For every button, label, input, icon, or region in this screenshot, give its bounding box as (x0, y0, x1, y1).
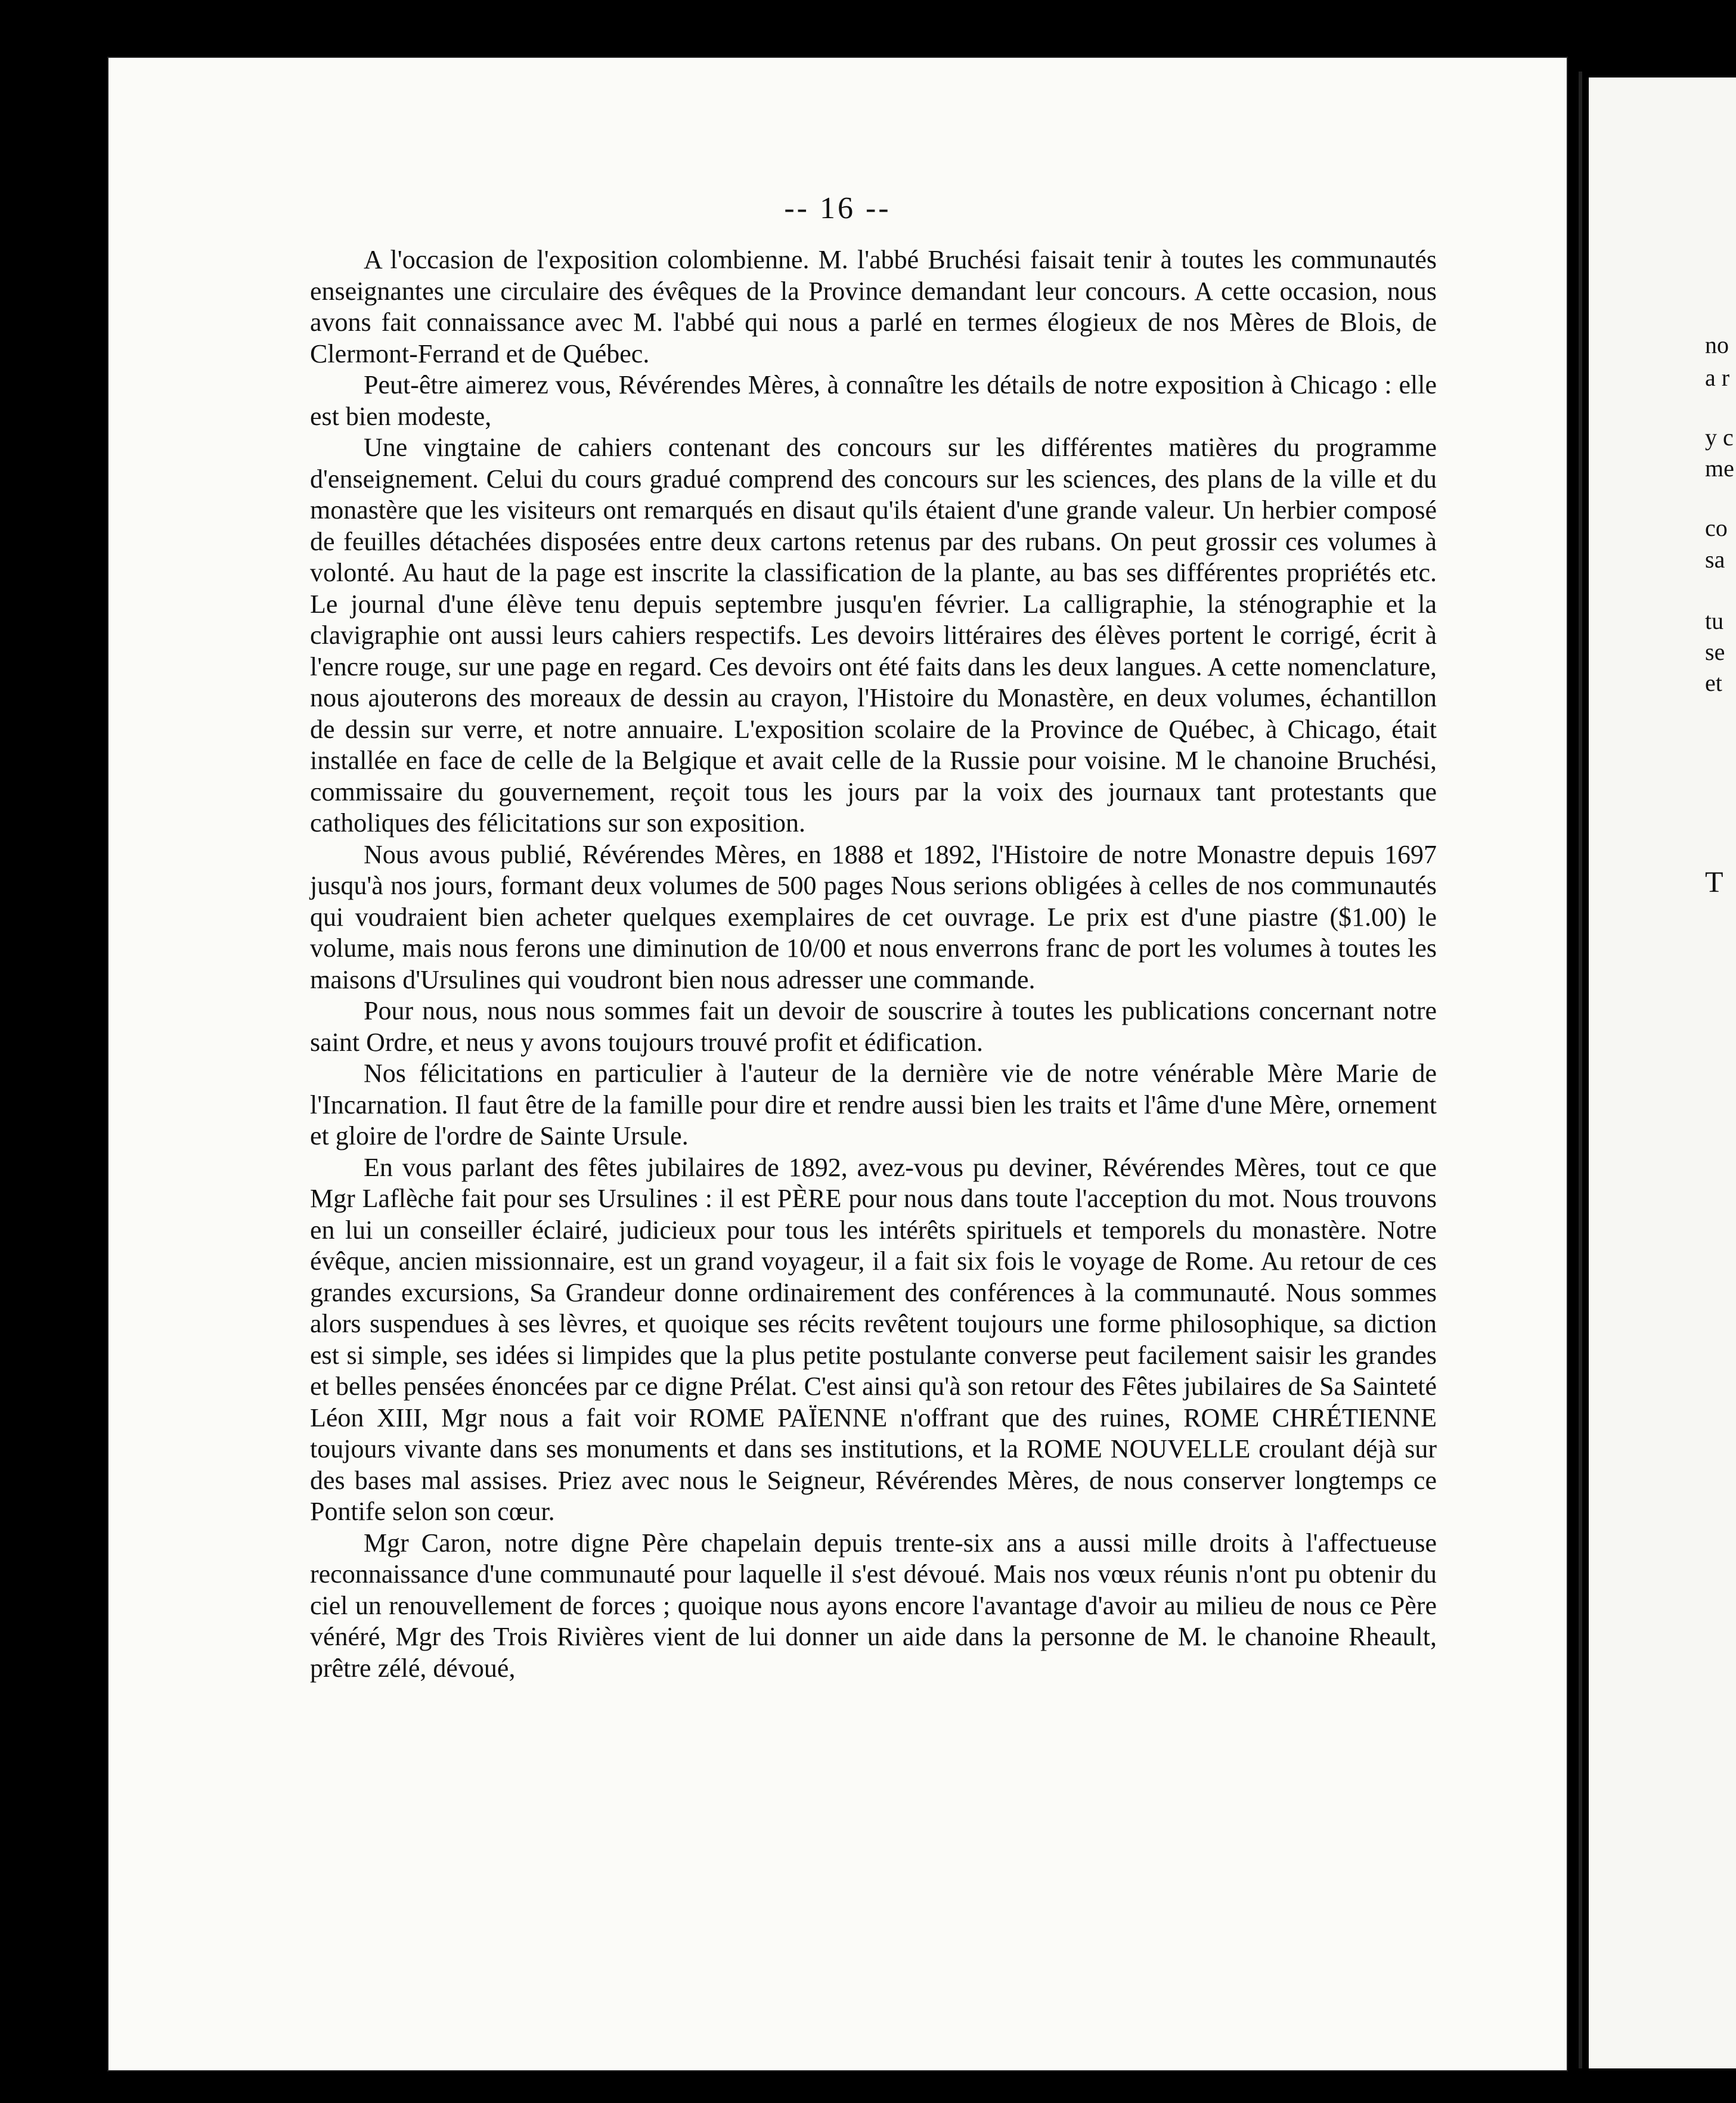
facing-page-fragment: tu (1705, 607, 1724, 634)
facing-page-fragment: sa (1705, 546, 1725, 573)
paragraph: Nous avous publié, Révérendes Mères, en 1888 et 1892, l'Histoire de notre Monastre depuis 1697 jusqu'à nos jours, formant deux volumes de 500 pages Nous serions obligées à celles de nos communautés qui voudraient bien acheter quelques exemplaires de cet ouvrage. Le prix est d'une piastre ($1.00) le volume, mais nous ferons une diminution de 10/00 et nous enverrons franc de port les volumes à toutes les maisons d'Ursulines qui voudront bien nous adresser une commande. (310, 839, 1437, 994)
paragraph: Peut-être aimerez vous, Révérendes Mères, à connaître les détails de notre exposition à Chicago : elle est bien modeste, (310, 370, 1437, 431)
facing-page-fragment: et (1705, 669, 1722, 696)
facing-page-fragment: co (1705, 514, 1728, 541)
page-gutter (1579, 72, 1582, 2068)
paragraph: A l'occasion de l'exposition colombienne. M. l'abbé Bruchési faisait tenir à toutes les communautés enseignantes une circulaire des évêques de la Province demandant leur concours. A cette occasion, nous avons fait connaissance avec M. l'abbé qui nous a parlé en termes élogieux de nos Mères de Blois, de Clermont-Ferrand et de Québec. (310, 245, 1437, 368)
facing-page-fragment: se (1705, 638, 1725, 665)
facing-page-fragment: y c (1705, 424, 1734, 451)
paragraph: Pour nous, nous nous sommes fait un devoir de souscrire à toutes les publications concernant notre saint Ordre, et neus y avons toujours trouvé profit et édification. (310, 996, 1437, 1057)
body-text (310, 244, 1437, 1684)
facing-page-fragment: a r (1705, 364, 1730, 391)
paragraph: En vous parlant des fêtes jubilaires de 1892, avez-vous pu deviner, Révérendes Mères, tout ce que Mgr Laflèche fait pour ses Ursulines : il est PÈRE pour nous dans toute l'acception du mot. Nous trouvons en lui un conseiller éclairé, judicieux pour tous les intérêts spirituels et temporels du monastère. Notre évêque, ancien missionnaire, est un grand voyageur, il a fait six fois le voyage de Rome. Au retour de ces grandes excursions, Sa Grandeur donne ordinairement des conférences à la communauté. Nous sommes alors suspendues à ses lèvres, et quoique ses récits revêtent toujours une forme philosophique, sa diction est si simple, ses idées si limpides que la plus petite postulante converse peut facilement saisir les grandes et belles pensées énoncées par ce digne Prélat. C'est ainsi qu'à son retour des Fêtes jubilaires de Sa Sainteté Léon XIII, Mgr nous a fait voir ROME PAÏENNE n'offrant que des ruines, ROME CHRÉTIENNE toujours vivante dans ses monuments et dans ses institutions, et la ROME NOUVELLE croulant déjà sur des bases mal assises. Priez avec nous le Seigneur, Révérendes Mères, de nous conserver longtemps ce Pontife selon son cœur. (310, 1152, 1437, 1526)
paragraph: Une vingtaine de cahiers contenant des concours sur les différentes matières du programme d'enseignement. Celui du cours gradué comprend des concours sur les sciences, des plans de la ville et du monastère que les visiteurs ont remarqués en disaut qu'ils étaient d'une grande valeur. Un herbier composé de feuilles détachées disposées entre deux cartons retenus par des rubans. On peut grossir ces volumes à volonté. Au haut de la page est inscrite la classification de la plante, au bas ses différentes propriétés etc. Le journal d'une élève tenu depuis septembre jusqu'en février. La calligraphie, la sténographie et la clavigraphie ont aussi leurs cahiers respectifs. Les devoirs littéraires des élèves portent le corrigé, écrit à l'encre rouge, sur une page en regard. Ces devoirs ont été faits dans les deux langues. A cette nomenclature, nous ajouterons des moreaux de dessin au crayon, l'Histoire du Monastère, en deux volumes, échantillon de dessin sur verre, et notre annuaire. L'exposition scolaire de la Province de Québec, à Chicago, était installée en face de celle de la Belgique et avait celle de la Russie pour voisine. M le chanoine Bruchési, commissaire du gouvernement, reçoit tous les jours par la voix des journaux tant protestants que catholiques des félicitations sur son exposition. (310, 433, 1437, 838)
facing-page-fragment: T (1705, 865, 1723, 898)
paragraph: Nos félicitations en particulier à l'auteur de la dernière vie de notre vénérable Mère Marie de l'Incarnation. Il faut être de la famille pour dire et rendre aussi bien les traits et l'âme d'une Mère, ornement et gloire de l'ordre de Sainte Ursule. (310, 1059, 1437, 1150)
paragraph: Mgr Caron, notre digne Père chapelain depuis trente-six ans a aussi mille droits à l'affectueuse reconnaissance d'une communauté pour laquelle il s'est dévoué. Mais nos vœux réunis n'ont pu obtenir du ciel un renouvellement de forces ; quoique nous ayons encore l'avantage d'avoir au milieu de nous ce Père vénéré, Mgr des Trois Rivières vient de lui donner un aide dans la personne de M. le chanoine Rheault, prêtre zélé, dévoué, (310, 1528, 1437, 1683)
page-number: -- 16 -- (784, 191, 891, 225)
facing-page-fragment: me (1705, 455, 1734, 482)
facing-page-fragment: no (1705, 331, 1729, 358)
